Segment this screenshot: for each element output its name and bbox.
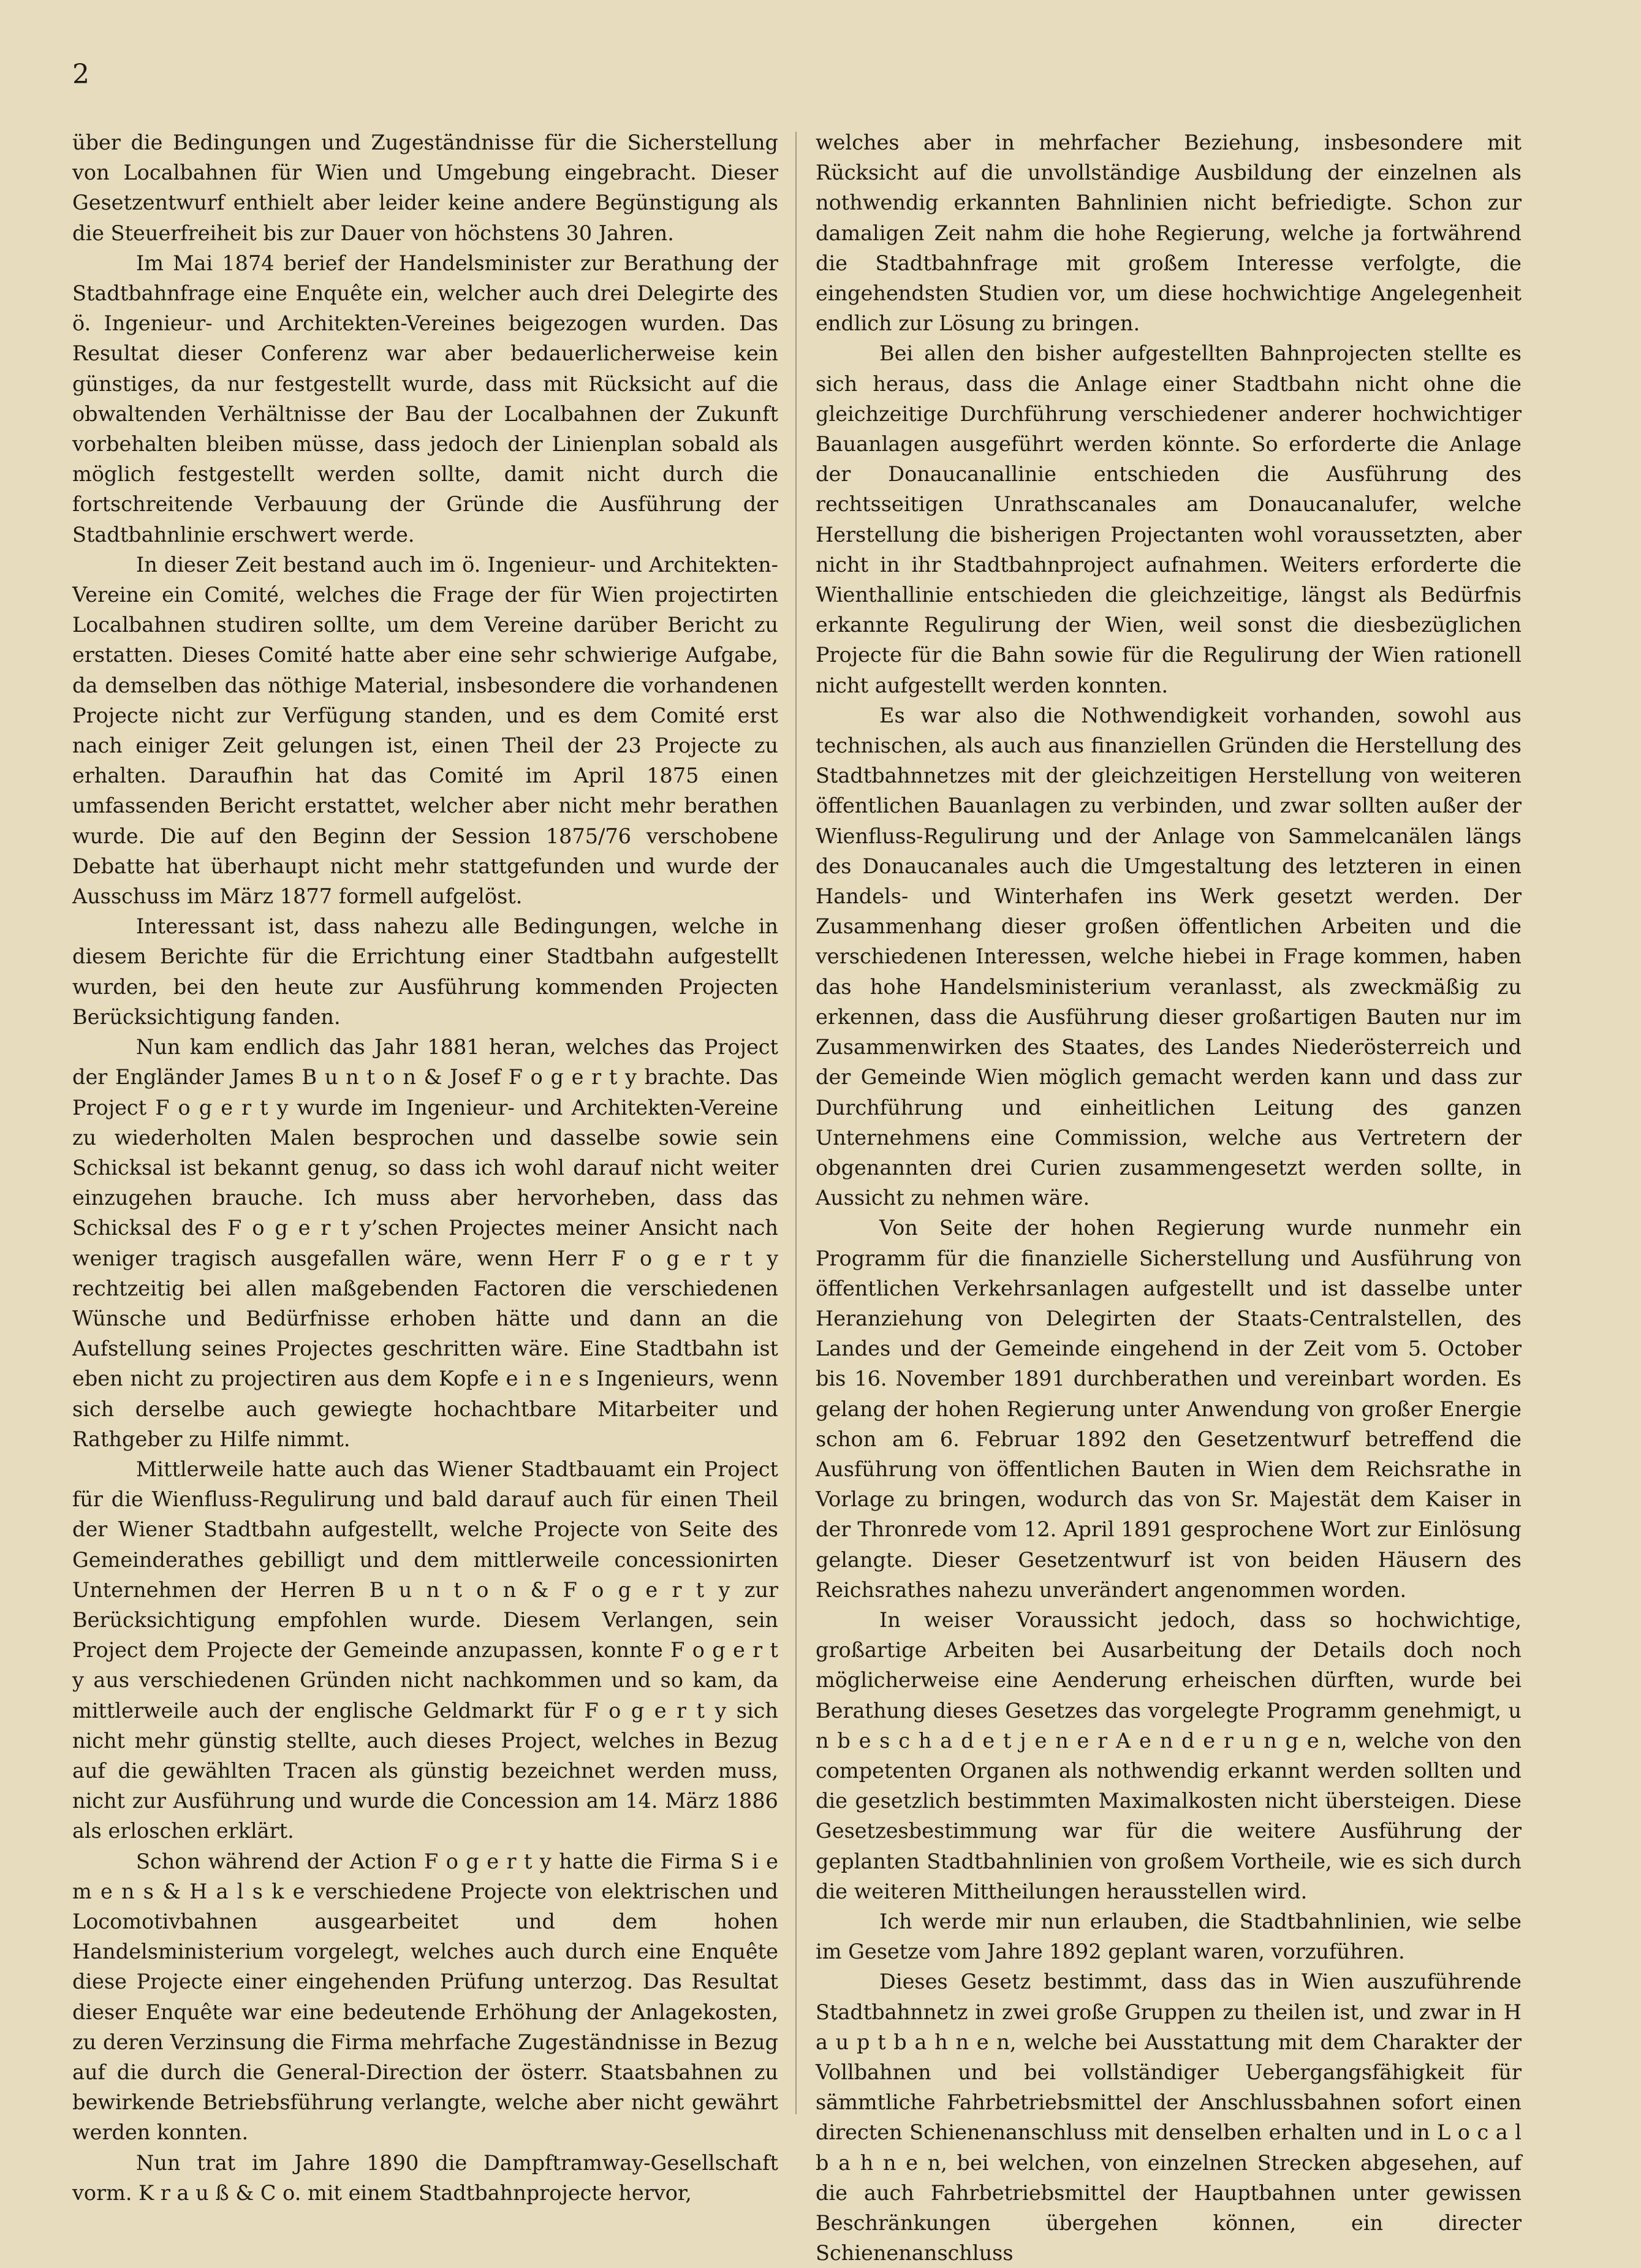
paragraph: Es war also die Nothwendigkeit vorhanden, sowohl aus technischen, als auch aus finanziellen Gründen die Herstellung des Stadtbahnnetzes mit der gleichzeitigen Herstellung von weiteren öffentlichen Bauanlagen zu verbinden, und zwar sollten außer der Wienfluss-Regulirung und der Anlage von Sammelcanälen längs des Donaucanales auch die Umgestaltung des letzteren in einen Handels- und Winterhafen ins Werk gesetzt werden. Der Zusammenhang dieser großen öffentlichen Arbeiten und die verschiedenen Interessen, welche hiebei in Frage kommen, haben das hohe Handelsministerium veranlasst, als zweckmäßig zu erkennen, dass die Ausführung dieser großartigen Bauten nur im Zusammenwirken des Staates, des Landes Niederösterreich und der Gemeinde Wien möglich gemacht werden kann und dass zur Durchführung und einheitlichen Leitung des ganzen Unternehmens eine Commission, welche aus Vertretern der obgenannten drei Curien zusammengesetzt werden sollte, in Aussicht zu nehmen wäre. (816, 703, 1522, 1210)
paragraph: In weiser Voraussicht jedoch, dass so hochwichtige, großartige Arbeiten bei Ausarbeitung der Details doch noch möglicherweise eine Aenderung erheischen dürften, wurde bei Berathung dieses Gesetzes das vorgelegte Programm genehmigt, u n b e s c h a d e t j e n e r A e n d e r u n g e n, welche von den competenten Organen als nothwendig erkannt werden sollten und die gesetzlich bestimmten Maximalkosten nicht übersteigen. Diese Gesetzesbestimmung war für die weitere Ausführung der geplanten Stadtbahnlinien von großem Vortheile, wie es sich durch die weiteren Mittheilungen herausstellen wird. (816, 1607, 1522, 1903)
paragraph: Interessant ist, dass nahezu alle Bedingungen, welche in diesem Berichte für die Errichtung einer Stadtbahn aufgestellt wurden, bei den heute zur Ausführung kommenden Projecten Berücksichtigung fanden. (72, 914, 778, 1029)
paragraph: welches aber in mehrfacher Beziehung, insbesondere mit Rücksicht auf die unvollständige Ausbildung der einzelnen als nothwendig erkannten Bahnlinien nicht befriedigte. Schon zur damaligen Zeit nahm die hohe Regierung, welche ja fortwährend die Stadtbahnfrage mit großem Interesse verfolgte, die eingehendsten Studien vor, um diese hochwichtige Angelegenheit endlich zur Lösung zu bringen. (816, 131, 1522, 336)
paragraph: Im Mai 1874 berief der Handelsminister zur Berathung der Stadtbahnfrage eine Enquête ein, welcher auch drei Delegirte des ö. Ingenieur- und Architekten-Vereines beigezogen wurden. Das Resultat dieser Conferenz war aber bedauerlicherweise kein günstiges, da nur festgestellt wurde, dass mit Rücksicht auf die obwaltenden Verhältnisse der Bau der Localbahnen der Zukunft vorbehalten bleiben müsse, dass jedoch der Linienplan sobald als möglich festgestellt werden sollte, damit nicht durch die fortschreitende Verbauung der Gründe die Ausführung der Stadtbahnlinie erschwert werde. (72, 251, 778, 547)
paragraph: Nun kam endlich das Jahr 1881 heran, welches das Project der Engländer James B u n t o n & Josef F o g e r t y brachte. Das Project F o g e r t y wurde im Ingenieur- und Architekten-Vereine zu wiederholten Malen besprochen und dasselbe sowie sein Schicksal ist bekannt genug, so dass ich wohl darauf nicht weiter einzugehen brauche. Ich muss aber hervorheben, dass das Schicksal des F o g e r t y’schen Projectes meiner Ansicht nach weniger tragisch ausgefallen wäre, wenn Herr F o g e r t y rechtzeitig bei allen maßgebenden Factoren die verschiedenen Wünsche und Bedürfnisse erhoben hätte und dann an die Aufstellung seines Projectes geschritten wäre. Eine Stadtbahn ist eben nicht zu projectiren aus dem Kopfe e i n e s Ingenieurs, wenn sich derselbe auch gewiegte hochachtbare Mitarbeiter und Rathgeber zu Hilfe nimmt. (72, 1035, 778, 1451)
paragraph: Dieses Gesetz bestimmt, dass das in Wien auszuführende Stadtbahnnetz in zwei große Gruppen zu theilen ist, und zwar in H a u p t b a h n e n, welche bei Ausstattung mit dem Charakter der Vollbahnen und bei vollständiger Uebergangsfähigkeit für sämmtliche Fahrbetriebsmittel der Anschlussbahnen sofort einen directen Schienenanschluss mit denselben erhalten und in L o c a l b a h n e n, bei welchen, von einzelnen Strecken abgesehen, auf die auch Fahrbetriebsmittel der Hauptbahnen unter gewissen Beschränkungen übergehen können, ein directer Schienenanschluss (816, 1970, 1522, 2266)
paragraph: Ich werde mir nun erlauben, die Stadtbahnlinien, wie selbe im Gesetze vom Jahre 1892 geplant waren, vorzuführen. (816, 1909, 1522, 1964)
paragraph: Von Seite der hohen Regierung wurde nunmehr ein Programm für die finanzielle Sicherstellung und Ausführung von öffentlichen Verkehrsanlagen aufgestellt und ist dasselbe unter Heranziehung von Delegirten der Staats-Centralstellen, des Landes und der Gemeinde eingehend in der Zeit vom 5. October bis 16. November 1891 durchberathen und vereinbart worden. Es gelang der hohen Regierung unter Anwendung von großer Energie schon am 6. Februar 1892 den Gesetzentwurf betreffend die Ausführung von öffentlichen Bauten in Wien dem Reichsrathe in Vorlage zu bringen, wodurch das von Sr. Majestät dem Kaiser in der Thronrede vom 12. April 1891 gesprochene Wort zur Einlösung gelangte. Dieser Gesetzentwurf ist von beiden Häusern des Reichsrathes nahezu unverändert angenommen worden. (816, 1216, 1522, 1602)
paragraph: In dieser Zeit bestand auch im ö. Ingenieur- und Architekten-Vereine ein Comité, welches die Frage der für Wien projectirten Localbahnen studiren sollte, um dem Vereine darüber Bericht zu erstatten. Dieses Comité hatte aber eine sehr schwierige Aufgabe, da demselben das nöthige Material, insbesondere die vorhandenen Projecte nicht zur Verfügung standen, und es dem Comité erst nach einiger Zeit gelungen ist, einen Theil der 23 Projecte zu erhalten. Daraufhin hat das Comité im April 1875 einen umfassenden Bericht erstattet, welcher aber nicht mehr berathen wurde. Die auf den Beginn der Session 1875/76 verschobene Debatte hat überhaupt nicht mehr stattgefunden und wurde der Ausschuss im März 1877 formell aufgelöst. (72, 552, 778, 909)
left-text-column (72, 127, 778, 2205)
right-text-column (816, 127, 1522, 2266)
paragraph: Bei allen den bisher aufgestellten Bahnprojecten stellte es sich heraus, dass die Anlage einer Stadtbahn nicht ohne die gleichzeitige Durchführung verschiedener anderer hochwichtiger Bauanlagen ausgeführt werden könnte. So erforderte die Anlage der Donaucanallinie entschieden die Ausführung des rechtsseitigen Unrathscanales am Donaucanalufer, welche Herstellung die bisherigen Projectanten wohl voraussetzten, aber nicht in ihr Stadtbahnproject aufnahmen. Weiters erforderte die Wienthallinie entschieden die gleichzeitige, längst als Bedürfnis erkannte Regulirung der Wien, weil sonst die diesbezüglichen Projecte für die Bahn sowie für die Regulirung der Wien rationell nicht aufgestellt werden konnten. (816, 341, 1522, 697)
column-divider (795, 132, 797, 2114)
paragraph: über die Bedingungen und Zugeständnisse für die Sicherstellung von Localbahnen für Wien und Umgebung eingebracht. Dieser Gesetzentwurf enthielt aber leider keine andere Begünstigung als die Steuerfreiheit bis zur Dauer von höchstens 30 Jahren. (72, 131, 778, 245)
paragraph: Mittlerweile hatte auch das Wiener Stadtbauamt ein Project für die Wienfluss-Regulirung und bald darauf auch für einen Theil der Wiener Stadtbahn aufgestellt, welche Projecte von Seite des Gemeinderathes gebilligt und dem mittlerweile concessionirten Unternehmen der Herren B u n t o n & F o g e r t y zur Berücksichtigung empfohlen wurde. Diesem Verlangen, sein Project dem Projecte der Gemeinde anzupassen, konnte F o g e r t y aus verschiedenen Gründen nicht nachkommen und so kam, da mittlerweile auch der englische Geldmarkt für F o g e r t y sich nicht mehr günstig stellte, auch dieses Project, welches in Bezug auf die gewählten Tracen als günstig bezeichnet werden muss, nicht zur Ausführung und wurde die Concession am 14. März 1886 als erloschen erklärt. (72, 1457, 778, 1843)
page-number: 2 (72, 59, 89, 90)
paragraph: Schon während der Action F o g e r t y hatte die Firma S i e m e n s & H a l s k e verschiedene Projecte von elektrischen und Locomotivbahnen ausgearbeitet und dem hohen Handelsministerium vorgelegt, welches auch durch eine Enquête diese Projecte einer eingehenden Prüfung unterzog. Das Resultat dieser Enquête war eine bedeutende Erhöhung der Anlagekosten, zu deren Verzinsung die Firma mehrfache Zugeständnisse in Bezug auf die durch die General-Direction der österr. Staatsbahnen zu bewirkende Betriebsführung verlangte, welche aber nicht gewährt werden konnten. (72, 1849, 778, 2145)
paragraph: Nun trat im Jahre 1890 die Dampftramway-Gesellschaft vorm. K r a u ß & C o. mit einem Stadtbahnprojecte hervor, (72, 2150, 778, 2205)
